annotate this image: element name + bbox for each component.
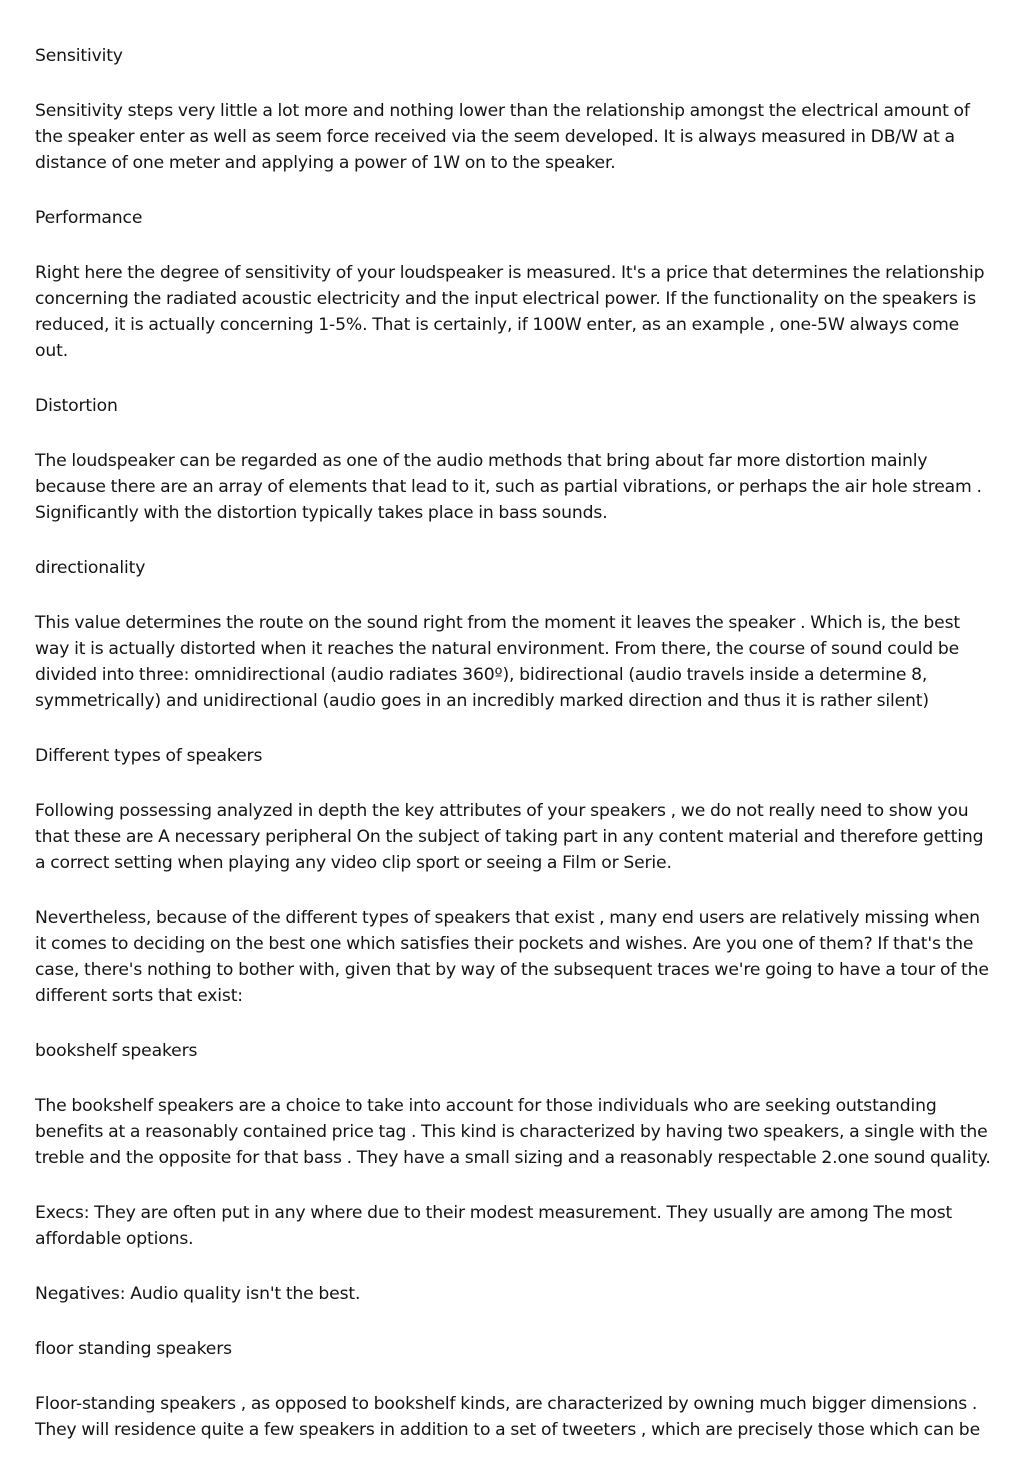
paragraph-bookshelf-speakers: The bookshelf speakers are a choice to take into account for those individuals who are seeking outstanding benefits at a reasonably contained price tag . This kind is characterized by having two speakers, a single with the treble and the opposite for that bass . They have a small sizing and a reasonably respectable 2.one sound quality. [35, 1096, 991, 1168]
heading-speaker-types: Different types of speakers [35, 746, 263, 766]
paragraph-speaker-types-tour: Nevertheless, because of the different types of speakers that exist , many end users are relatively missing when it comes to deciding on the best one which satisfies their pockets and wishes. Are you one of them? If that's the case, there's nothing to bother with, given that by way of the subsequent traces we're going to have a tour of the different sorts that exist: [35, 908, 989, 1006]
heading-floor-standing-speakers: floor standing speakers [35, 1339, 232, 1359]
heading-performance: Performance [35, 208, 143, 228]
paragraph-speaker-types-intro: Following possessing analyzed in depth the key attributes of your speakers , we do not really need to show you that these are A necessary peripheral On the subject of taking part in any content material and therefore getting a correct setting when playing any video clip sport or seeing a Film or Serie. [35, 801, 984, 873]
paragraph-floor-standing-speakers: Floor-standing speakers , as opposed to bookshelf kinds, are characterized by owning much bigger dimensions . They will residence quite a few speakers in addition to a set of tweeters , which are precisely those which can be [35, 1394, 980, 1440]
paragraph-bookshelf-pros: Execs: They are often put in any where due to their modest measurement. They usually are among The most affordable options. [35, 1203, 953, 1249]
heading-distortion: Distortion [35, 396, 118, 416]
paragraph-performance: Right here the degree of sensitivity of your loudspeaker is measured. It's a price that determines the relationship concerning the radiated acoustic electricity and the input electrical power. If the functionality on the speakers is reduced, it is actually concerning 1-5%. That is certainly, if 100W enter, as an example , one-5W always come out. [35, 263, 985, 361]
heading-sensitivity: Sensitivity [35, 46, 123, 66]
paragraph-distortion: The loudspeaker can be regarded as one of the audio methods that bring about far more distortion mainly because there are an array of elements that lead to it, such as partial vibrations, or perhaps the air hole stream . Significantly with the distortion typically takes place in bass sounds. [35, 451, 982, 523]
paragraph-sensitivity: Sensitivity steps very little a lot more and nothing lower than the relationship amongst the electrical amount of the speaker enter as well as seem force received via the seem developed. It is always measured in DB/W at a distance of one meter and applying a power of 1W on to the speaker. [35, 101, 970, 173]
heading-bookshelf-speakers: bookshelf speakers [35, 1041, 198, 1061]
paragraph-directionality: This value determines the route on the sound right from the moment it leaves the speaker . Which is, the best way it is actually distorted when it reaches the natural environment. From there, the course of sound could be divided into three: omnidirectional (audio radiates 360º), bidirectional (audio travels inside a determine 8, symmetrically) and unidirectional (audio goes in an incredibly marked direction and thus it is rather silent) [35, 613, 960, 711]
heading-directionality: directionality [35, 558, 146, 578]
paragraph-bookshelf-cons: Negatives: Audio quality isn't the best. [35, 1284, 361, 1304]
document-page [35, 43, 995, 1472]
